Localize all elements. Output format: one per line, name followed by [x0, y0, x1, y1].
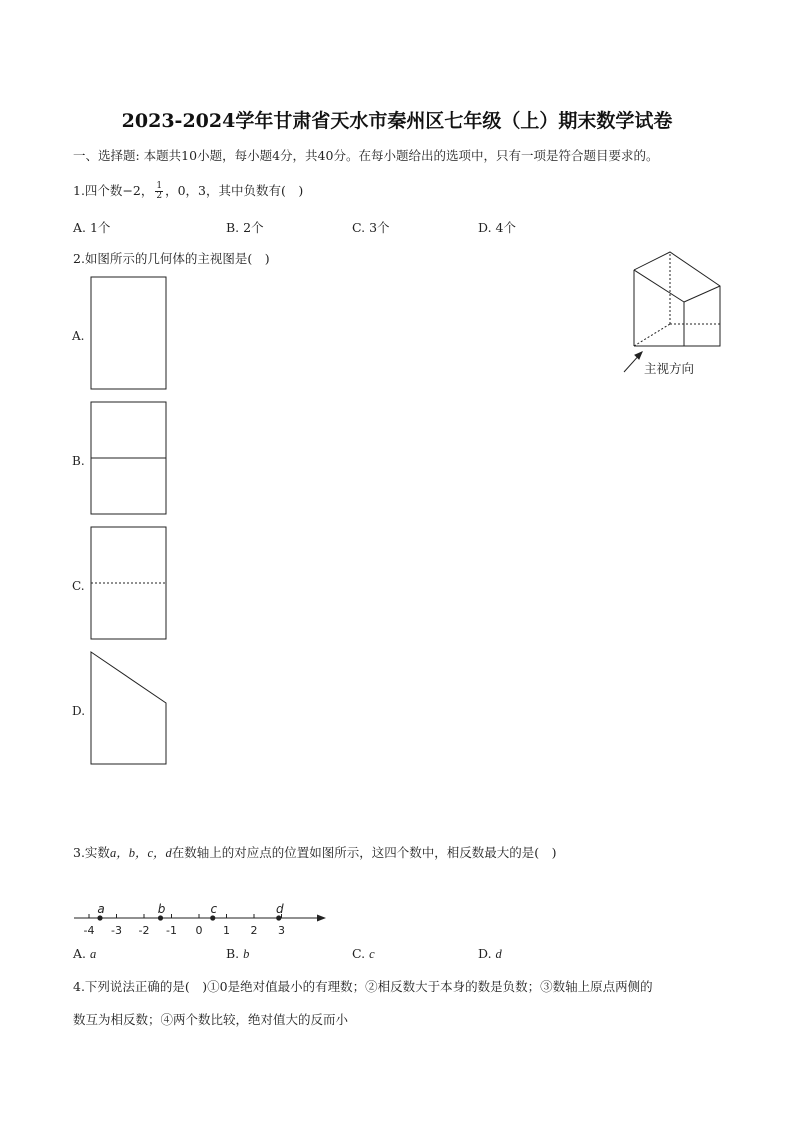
number-line-arrow	[317, 915, 326, 922]
number-line	[70, 898, 332, 940]
number-line-point-a	[97, 915, 102, 920]
number-line-tick-label: 0	[195, 924, 203, 937]
number-line-tick-label: 1	[223, 924, 230, 937]
q2-option-b-label[interactable]: B.	[72, 454, 85, 468]
number-line-point-c	[210, 915, 215, 920]
q1-prefix: 1.四个数	[73, 183, 123, 198]
number-line-point-b	[158, 915, 163, 920]
number-line-tick-label: -4	[83, 924, 95, 937]
geometry-solid-figure	[618, 248, 738, 383]
direction-label: 主视方向	[644, 361, 695, 376]
number-line-tick-label: 2	[250, 924, 258, 937]
number-line-point-label: d	[275, 902, 284, 916]
q1-rest: ，0，3，其中负数有( )	[165, 183, 304, 198]
q3-option-b[interactable]: B. b	[226, 946, 250, 961]
q1-option-b[interactable]: B. 2个	[226, 220, 264, 235]
q1-option-d[interactable]: D. 4个	[478, 220, 516, 235]
q3-option-c[interactable]: C. c	[352, 946, 375, 961]
q3-option-a[interactable]: A. a	[73, 946, 97, 961]
number-line-point-label: a	[97, 902, 105, 916]
number-line-tick-label: -3	[111, 924, 122, 937]
q2-option-a-label[interactable]: A.	[72, 329, 85, 343]
q1-option-c[interactable]: C. 3个	[352, 220, 390, 235]
q2-option-c-label[interactable]: C.	[72, 579, 85, 593]
q3-option-d[interactable]: D. d	[478, 946, 502, 961]
question-2: 2.如图所示的几何体的主视图是( )	[73, 251, 270, 266]
number-line-point-label: c	[210, 902, 218, 916]
number-line-tick-label: -1	[166, 924, 177, 937]
q2-option-d-figure[interactable]	[90, 651, 168, 766]
number-line-tick-label: -2	[138, 924, 150, 937]
question-4-line-1: 4.下列说法正确的是( )①0是绝对值最小的有理数；②相反数大于本身的数是负数；③数轴上原点两侧的	[73, 979, 653, 994]
question-3: 3.实数a，b，c，d在数轴上的对应点的位置如图所示，这四个数中，相反数最大的是( )	[73, 845, 557, 860]
section-heading: 一、选择题: 本题共10小题，每小题4分，共40分。在每小题给出的选项中，只有一项是符合题目要求的。	[73, 148, 659, 163]
q2-option-c-figure[interactable]	[90, 526, 168, 641]
q1-fraction: $\frac{1}{2}$	[156, 181, 163, 201]
q2-option-b-figure[interactable]	[90, 401, 168, 516]
q2-option-d-label[interactable]: D.	[72, 704, 86, 718]
q1-option-a[interactable]: A. 1个	[73, 220, 111, 235]
page-title: 2023-2024学年甘肃省天水市秦州区七年级（上）期末数学试卷	[121, 110, 673, 132]
number-line-point-d	[276, 915, 281, 920]
number-line-point-label: b	[157, 902, 166, 916]
number-line-tick-label: 3	[278, 924, 285, 937]
question-4-line-2: 数互为相反数；④两个数比较，绝对值大的反而小	[73, 1012, 349, 1027]
q2-option-a-figure[interactable]	[90, 276, 168, 391]
q3-variables: a，b，c，d	[109, 846, 172, 860]
q1-nums: −2，	[122, 183, 154, 198]
question-1	[73, 181, 303, 201]
